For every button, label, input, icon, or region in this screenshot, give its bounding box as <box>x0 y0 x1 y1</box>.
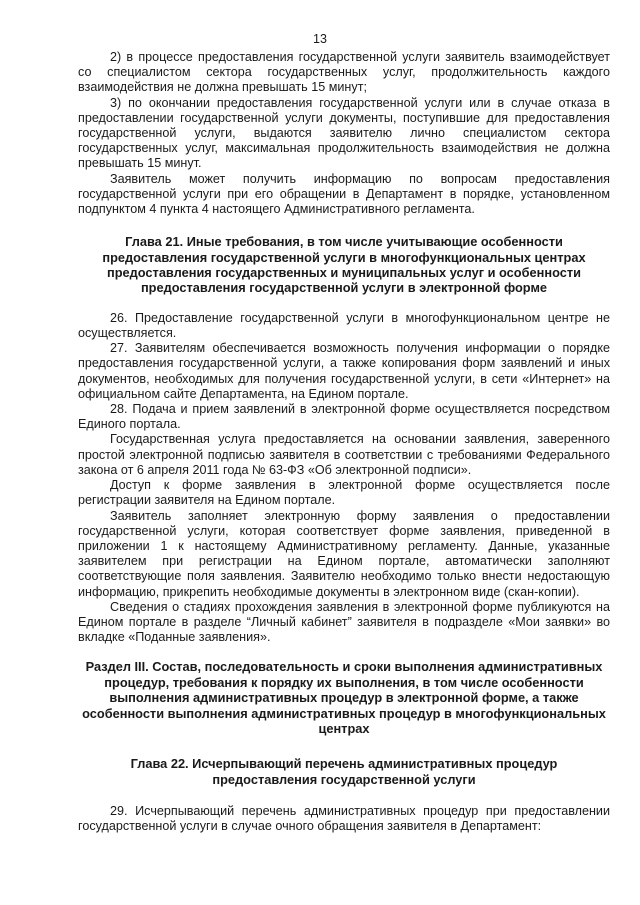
paragraph: 28. Подача и прием заявлений в электронной форме осуществляется посредством Единого портала. <box>78 402 610 432</box>
paragraph: Доступ к форме заявления в электронной форме осуществляется после регистрации заявителя на Едином портале. <box>78 478 610 508</box>
paragraph: Государственная услуга предоставляется на основании заявления, заверенного простой электронной подписью заявителя в соответствии с требованиями Федерального закона от 6 апреля 2011 года № 63-ФЗ «Об электронной подписи». <box>78 432 610 477</box>
paragraph: Заявитель может получить информацию по вопросам предоставления государственной услуги при его обращении в Департамент в порядке, установленном подпунктом 4 пункта 4 настоящего Административного регламента. <box>78 171 610 217</box>
paragraph: Сведения о стадиях прохождения заявления в электронной форме публикуются на Едином портале в разделе “Личный кабинет” заявителя в подразделе «Мои заявки» во вкладке «Поданные заявления». <box>78 599 610 645</box>
paragraph: 2) в процессе предоставления государственной услуги заявитель взаимодействует со специалистом сектора государственных услуг, продолжительность каждого взаимодействия не должна превышать 15 минут; <box>78 50 610 95</box>
paragraph: 3) по окончании предоставления государственной услуги или в случае отказа в предоставлении государственной услуги документы, поступившие для предоставления государственной услуги, выдаются заявителю лично специалистом сектора государственных услуг, максимальная продолжительность взаимодействия не должна превышать 15 минут. <box>78 95 610 171</box>
chapter-21-heading: Глава 21. Иные требования, в том числе учитывающие особенности предоставления государственной услуги в многофункциональных центрах предоставления государственных и муниципальных услуг и особенности предоставления государственной услуги в электронной форме <box>102 234 586 296</box>
document-body <box>78 50 610 835</box>
section-3-heading: Раздел III. Состав, последовательность и сроки выполнения административных процедур, требования к порядку их выполнения, в том числе особенности выполнения административных процедур в электронной форме, а также особенности выполнения административных процедур в многофункциональных центрах <box>82 659 606 736</box>
chapter-22-heading: Глава 22. Исчерпывающий перечень административных процедур предоставления государственной услуги <box>130 756 558 787</box>
paragraph: 29. Исчерпывающий перечень административных процедур при предоставлении государственной услуги в случае очного обращения заявителя в Департамент: <box>78 804 610 834</box>
paragraph: 27. Заявителям обеспечивается возможность получения информации о порядке предоставления государственной услуги, а также копирования форм заявлений и иных документов, необходимых для получения государственной услуги, в сети «Интернет» на официальном сайте Департамента, на Едином портале. <box>78 341 610 401</box>
page-number: 13 <box>313 32 327 46</box>
paragraph: Заявитель заполняет электронную форму заявления о предоставлении государственной услуги, которая соответствует форме заявления, приведенной в приложении 1 к настоящему Административному регламенту. Данные, указанные заявителем при регистрации на Едином портале, автоматически заполняют соответствующие поля заявления. Заявителю необходимо только внести недостающую информацию, прикрепить необходимые документы в электронном виде (скан-копии). <box>78 508 610 599</box>
paragraph: 26. Предоставление государственной услуги в многофункциональном центре не осуществляется. <box>78 310 610 341</box>
